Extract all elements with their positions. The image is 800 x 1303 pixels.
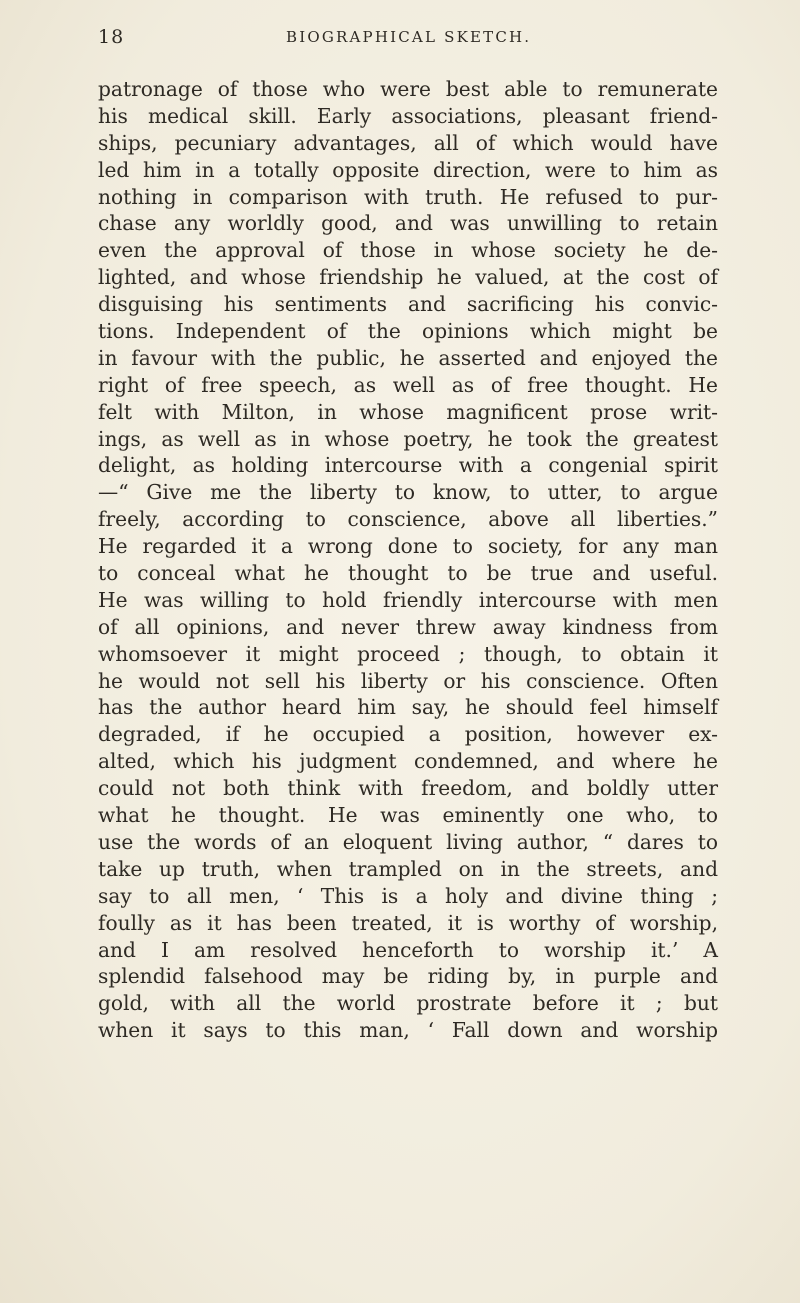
text-line: use the words of an eloquent living author, “ dares to: [98, 829, 718, 854]
text-line: disguising his sentiments and sacrificing his convic-: [98, 292, 718, 317]
text-line: of all opinions, and never threw away kindness from: [98, 614, 718, 639]
text-line: ings, as well as in whose poetry, he took the greatest: [98, 426, 718, 451]
text-line: splendid falsehood may be riding by, in purple and: [98, 964, 718, 989]
text-line: gold, with all the world prostrate before it ; but: [98, 991, 718, 1016]
text-line: nothing in comparison with truth. He refused to pur-: [98, 184, 718, 209]
text-line: when it says to this man, ‘ Fall down and worship: [98, 1018, 718, 1043]
text-line: say to all men, ‘ This is a holy and divine thing ;: [98, 883, 718, 908]
text-line: to conceal what he thought to be true and useful.: [98, 561, 718, 586]
text-line: take up truth, when trampled on in the streets, and: [98, 856, 718, 881]
text-line: He regarded it a wrong done to society, for any man: [98, 534, 718, 559]
text-line: what he thought. He was eminently one who, to: [98, 803, 718, 828]
text-line: patronage of those who were best able to remunerate: [98, 77, 718, 101]
running-head: [98, 26, 798, 52]
text-line: lighted, and whose friendship he valued, at the cost of: [98, 265, 718, 290]
body-text: [98, 76, 718, 1044]
text-line: in favour with the public, he asserted and enjoyed the: [98, 345, 718, 370]
text-line: could not both think with freedom, and boldly utter: [98, 776, 718, 801]
text-line: freely, according to conscience, above all liberties.”: [98, 507, 718, 532]
text-line: tions. Independent of the opinions which might be: [98, 319, 718, 344]
text-line: he would not sell his liberty or his conscience. Often: [98, 668, 718, 693]
text-line: delight, as holding intercourse with a congenial spirit: [98, 453, 718, 478]
text-line: alted, which his judgment condemned, and where he: [98, 749, 718, 774]
running-title: BIOGRAPHICAL SKETCH.: [286, 28, 532, 46]
page-number: 18: [98, 26, 125, 48]
text-line: chase any worldly good, and was unwilling to retain: [98, 211, 718, 236]
text-line: degraded, if he occupied a position, however ex-: [98, 722, 718, 747]
text-line: ships, pecuniary advantages, all of which would have: [98, 130, 718, 155]
text-line: felt with Milton, in whose magnificent prose writ-: [98, 399, 718, 424]
text-line: has the author heard him say, he should feel himself: [98, 695, 718, 720]
text-line: his medical skill. Early associations, pleasant friend-: [98, 103, 718, 128]
text-line: —“ Give me the liberty to know, to utter, to argue: [98, 480, 718, 505]
text-line: foully as it has been treated, it is worthy of worship,: [98, 910, 718, 935]
text-line: led him in a totally opposite direction, were to him as: [98, 157, 718, 182]
text-line: He was willing to hold friendly intercourse with men: [98, 587, 718, 612]
text-line: and I am resolved henceforth to worship it.’ A: [98, 937, 718, 962]
text-line: even the approval of those in whose society he de-: [98, 238, 718, 263]
text-line: whomsoever it might proceed ; though, to obtain it: [98, 641, 718, 666]
text-line: right of free speech, as well as of free thought. He: [98, 372, 718, 397]
